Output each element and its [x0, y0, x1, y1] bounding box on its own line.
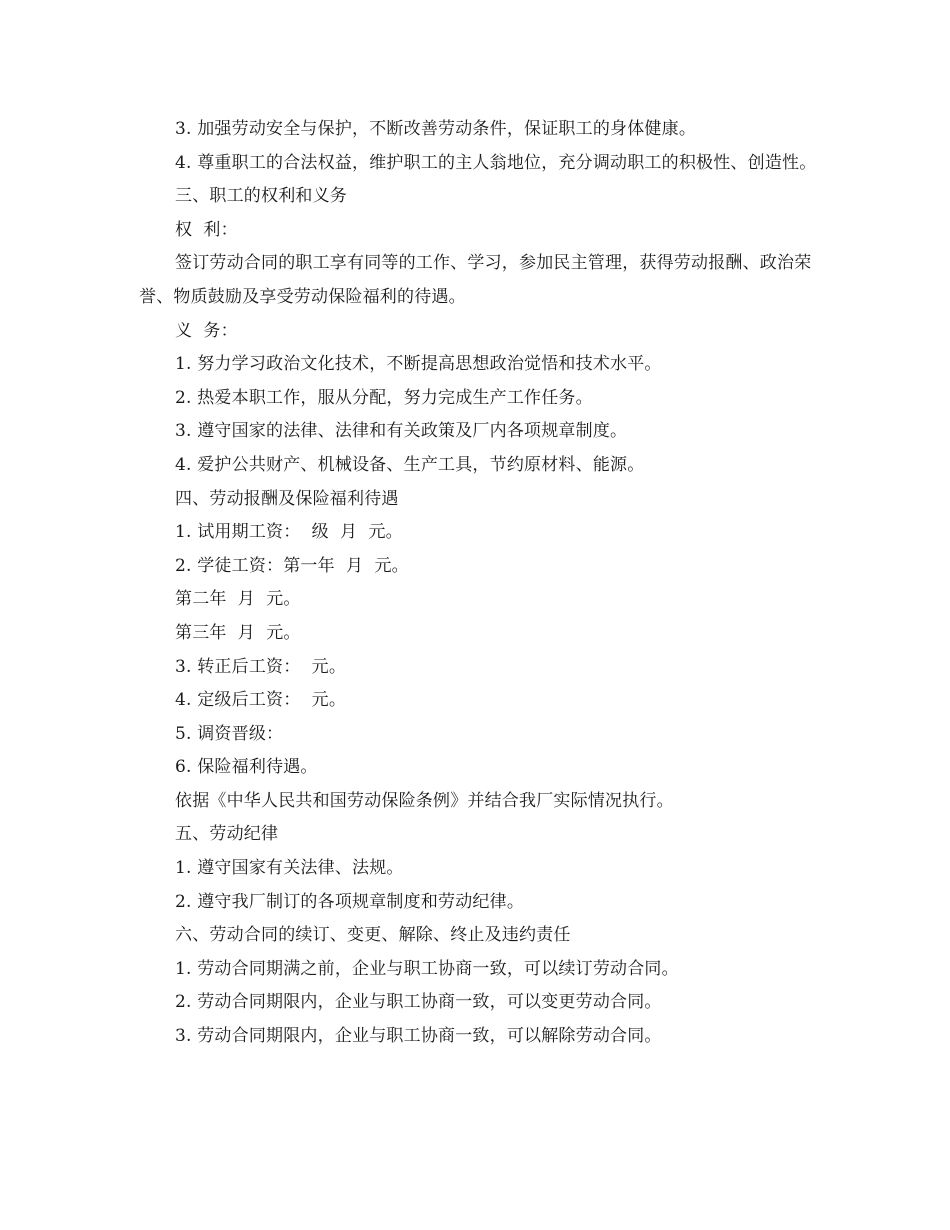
pay-item-graded: 4. 定级后工资： 元。: [175, 690, 347, 711]
duty-item-2: 2. 热爱本职工作，服从分配，努力完成生产工作任务。: [175, 387, 593, 408]
discipline-item-1: 1. 遵守国家有关法律、法规。: [175, 858, 404, 879]
contract-item-terminate: 3. 劳动合同期限内，企业与职工协商一致，可以解除劳动合同。: [175, 1026, 662, 1047]
duty-item-4: 4. 爱护公共财产、机械设备、生产工具，节约原材料、能源。: [175, 454, 645, 475]
section-heading-discipline: 五、劳动纪律: [175, 824, 279, 845]
subheading-duties: 义 务：: [175, 320, 238, 341]
paragraph-rights-body: 签订劳动合同的职工享有同等的工作、学习，参加民主管理，获得劳动报酬、政治荣誉、物质鼓励及享受劳动保险福利的待遇。: [139, 253, 812, 307]
pay-item-regular: 3. 转正后工资： 元。: [175, 656, 347, 677]
paragraph-safety: 3. 加强劳动安全与保护，不断改善劳动条件，保证职工的身体健康。: [175, 119, 697, 139]
pay-item-promotion: 5. 调资晋级：: [175, 723, 284, 744]
duty-item-1: 1. 努力学习政治文化技术，不断提高思想政治觉悟和技术水平。: [175, 354, 662, 375]
section-heading-contract-changes: 六、劳动合同的续订、变更、解除、终止及违约责任: [175, 925, 571, 946]
paragraph-rights-respect: 4. 尊重职工的合法权益，维护职工的主人翁地位，充分调动职工的积极性、创造性。: [175, 152, 817, 173]
duty-item-3: 3. 遵守国家的法律、法律和有关政策及厂内各项规章制度。: [175, 421, 628, 442]
paragraph-insurance-basis: 依据《中华人民共和国劳动保险条例》并结合我厂实际情况执行。: [175, 790, 674, 811]
discipline-item-2: 2. 遵守我厂制订的各项规章制度和劳动纪律。: [175, 891, 525, 912]
contract-item-renew: 1. 劳动合同期满之前，企业与职工协商一致，可以续订劳动合同。: [175, 958, 679, 979]
contract-item-change: 2. 劳动合同期限内，企业与职工协商一致，可以变更劳动合同。: [175, 992, 662, 1013]
section-heading-rights-duties: 三、职工的权利和义务: [175, 186, 347, 207]
pay-item-apprentice-year2: 第二年 月 元。: [175, 589, 301, 610]
document-body: [139, 113, 819, 1054]
pay-item-apprentice-year1: 2. 学徒工资：第一年 月 元。: [175, 555, 409, 576]
subheading-rights: 权 利：: [175, 219, 238, 240]
pay-item-insurance: 6. 保险福利待遇。: [175, 757, 318, 778]
pay-item-apprentice-year3: 第三年 月 元。: [175, 622, 301, 643]
section-heading-pay-benefits: 四、劳动报酬及保险福利待遇: [175, 488, 399, 509]
pay-item-probation: 1. 试用期工资： 级 月 元。: [175, 522, 403, 543]
